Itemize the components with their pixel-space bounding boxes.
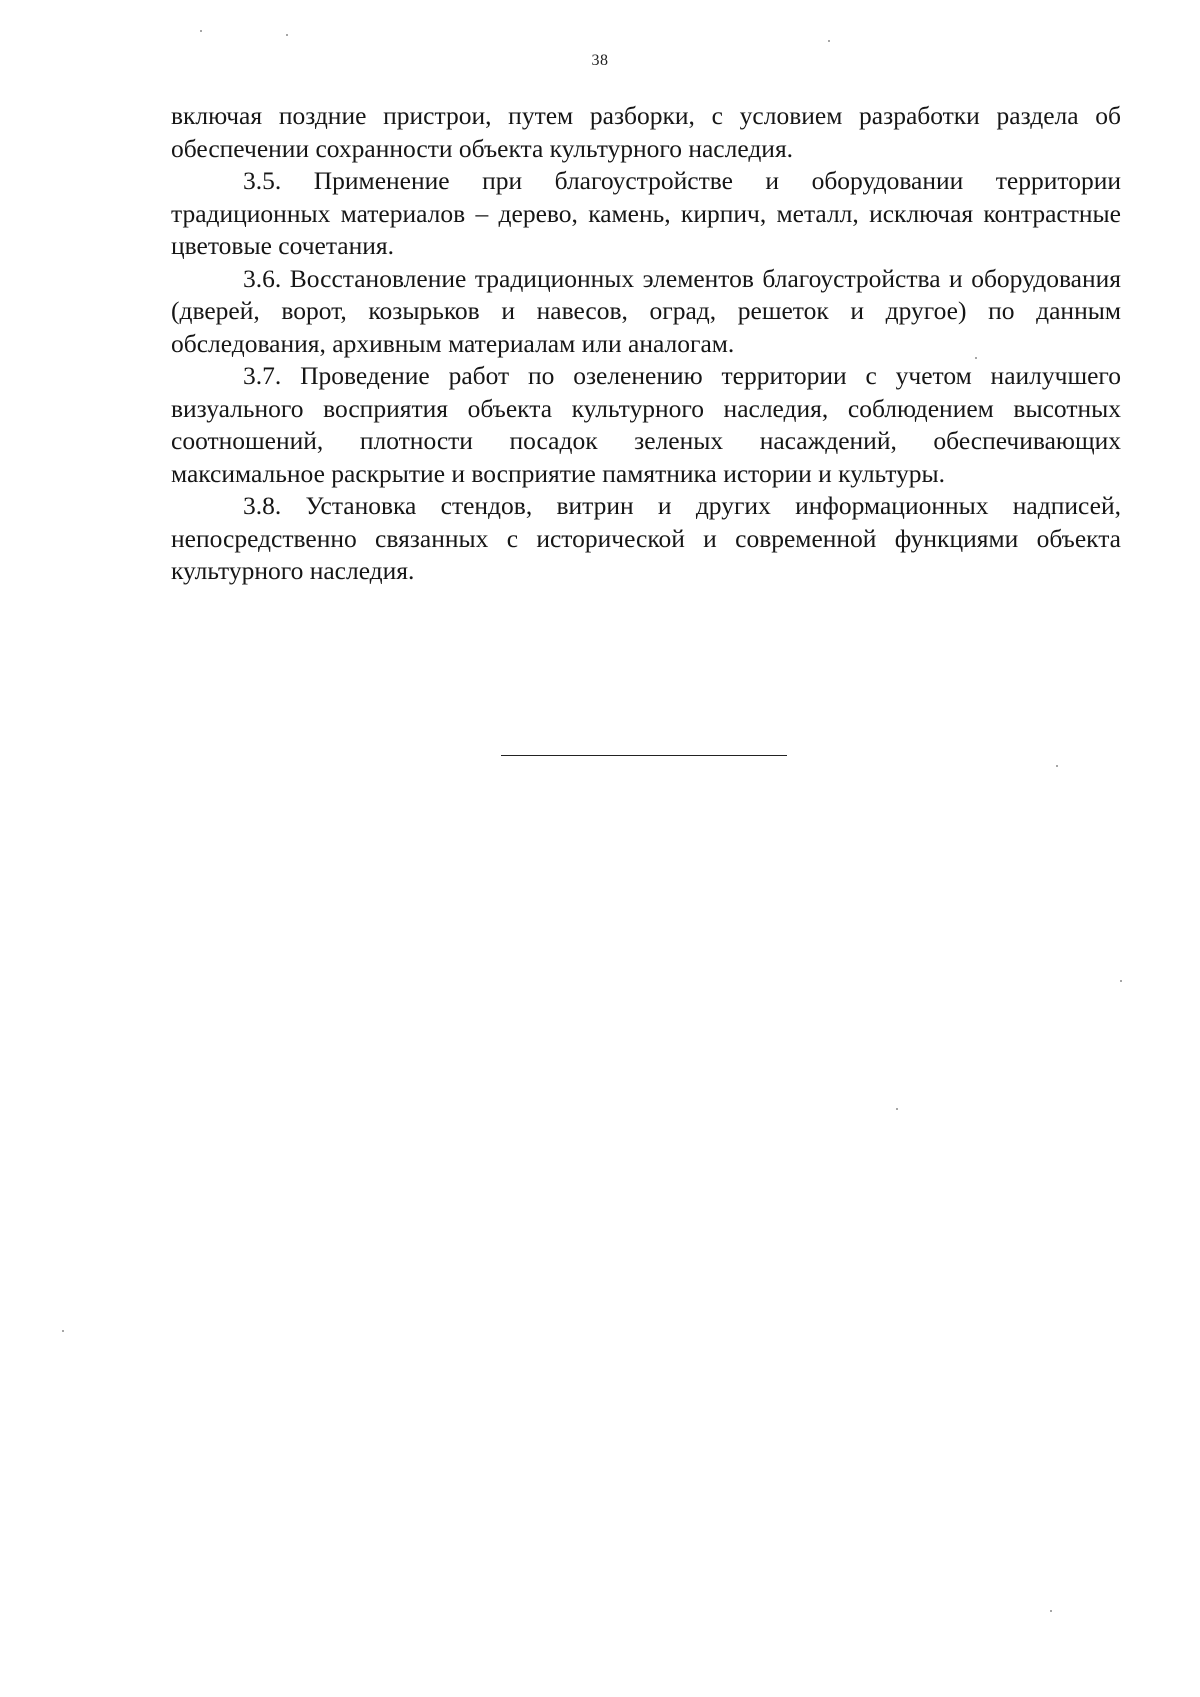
paragraph-3-6: 3.6. Восстановление традиционных элементов благоустройства и оборудования (дверей, ворот, козырьков и навесов, оград, решеток и другое) по данным обследования, архивным материалам или аналогам. <box>171 263 1121 358</box>
paragraph-3-8: 3.8. Установка стендов, витрин и других информационных надписей, непосредственно связанных с исторической и современной функциями объекта культурного наследия. <box>171 491 1121 585</box>
scan-speck <box>62 1330 64 1332</box>
scan-speck <box>286 34 288 36</box>
scan-speck <box>1050 1610 1052 1612</box>
scan-speck <box>1056 765 1058 767</box>
scan-speck <box>828 40 830 42</box>
scan-speck <box>200 30 202 32</box>
paragraph-3-7: 3.7. Проведение работ по озеленению территории с учетом наилучшего визуального восприятия объекта культурного наследия, соблюдением высотных соотношений, плотности посадок зеленых насаждений, обеспечивающих максимальное раскрытие и восприятие памятника истории и культуры. <box>171 361 1121 488</box>
paragraph-3-5: 3.5. Применение при благоустройстве и оборудовании территории традиционных материалов – дерево, камень, кирпич, металл, исключая контрастные цветовые сочетания. <box>171 166 1121 260</box>
page-number: 38 <box>591 52 609 69</box>
scan-speck <box>1120 980 1122 982</box>
document-body <box>171 100 1121 588</box>
scan-speck <box>896 1108 898 1110</box>
end-separator-line <box>501 755 787 756</box>
paragraph-continuation: включая поздние пристрои, путем разборки, с условием разработки раздела об обеспечении сохранности объекта культурного наследия. <box>171 101 1121 163</box>
scan-speck <box>975 357 977 359</box>
